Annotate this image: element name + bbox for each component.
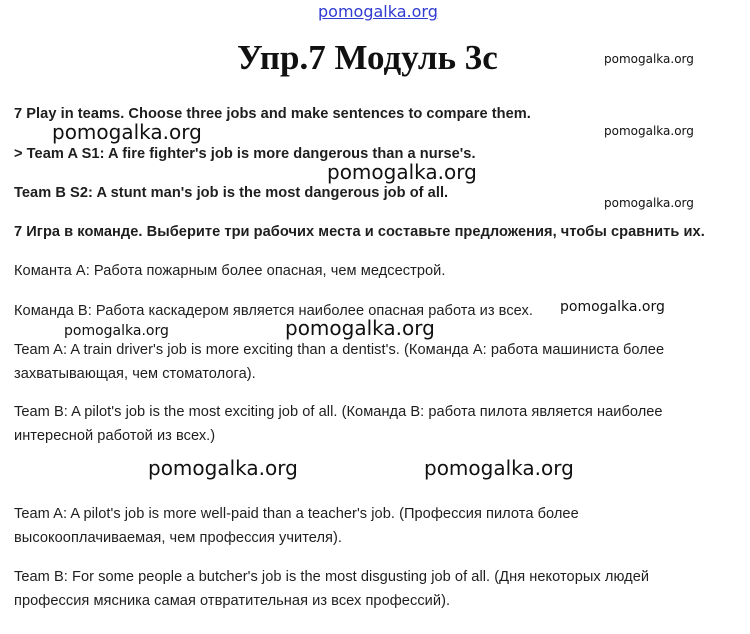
watermark: pomogalka.org [560,299,665,315]
translation-line: Команда В: Работа каскадером является наиболее опасная работа из всех. [14,303,533,319]
watermark: pomogalka.org [604,196,694,210]
example-team-a: > Team A S1: A fire fighter's job is more dangerous than a nurse's. [14,146,476,162]
answer-line: профессия мясника самая отвратительная из всех профессий). [14,593,451,609]
task-heading-en: 7 Play in teams. Choose three jobs and make sentences to compare them. [14,106,531,122]
page-title: Упр.7 Модуль 3с [237,38,498,77]
answer-line: высокооплачиваемая, чем профессия учителя). [14,530,343,546]
watermark: pomogalka.org [424,456,574,480]
watermark: pomogalka.org [285,316,435,340]
watermark-top-link[interactable]: pomogalka.org [318,2,438,21]
watermark: pomogalka.org [64,323,169,339]
answer-line: интересной работой из всех.) [14,428,216,444]
watermark: pomogalka.org [148,456,298,480]
translation-line: Команта А: Работа пожарным более опасная, чем медсестрой. [14,263,446,279]
watermark: pomogalka.org [604,124,694,138]
watermark: pomogalka.org [604,52,694,66]
task-heading-ru: 7 Игра в команде. Выберите три рабочих места и составьте предложения, чтобы сравнить их. [14,224,705,240]
answer-line: Team B: A pilot's job is the most exciting job of all. (Команда В: работа пилота является наиболее [14,404,663,420]
answer-line: Team A: A train driver's job is more exciting than a dentist's. (Команда А: работа машиниста более [14,342,665,358]
answer-line: Team A: A pilot's job is more well-paid than a teacher's job. (Профессия пилота более [14,506,579,522]
watermark: pomogalka.org [327,160,477,184]
example-team-b: Team B S2: A stunt man's job is the most dangerous job of all. [14,185,449,201]
answer-line: захватывающая, чем стоматолога). [14,366,256,382]
answer-line: Team B: For some people a butcher's job is the most disgusting job of all. (Дня некоторых людей [14,569,650,585]
watermark: pomogalka.org [52,120,202,144]
